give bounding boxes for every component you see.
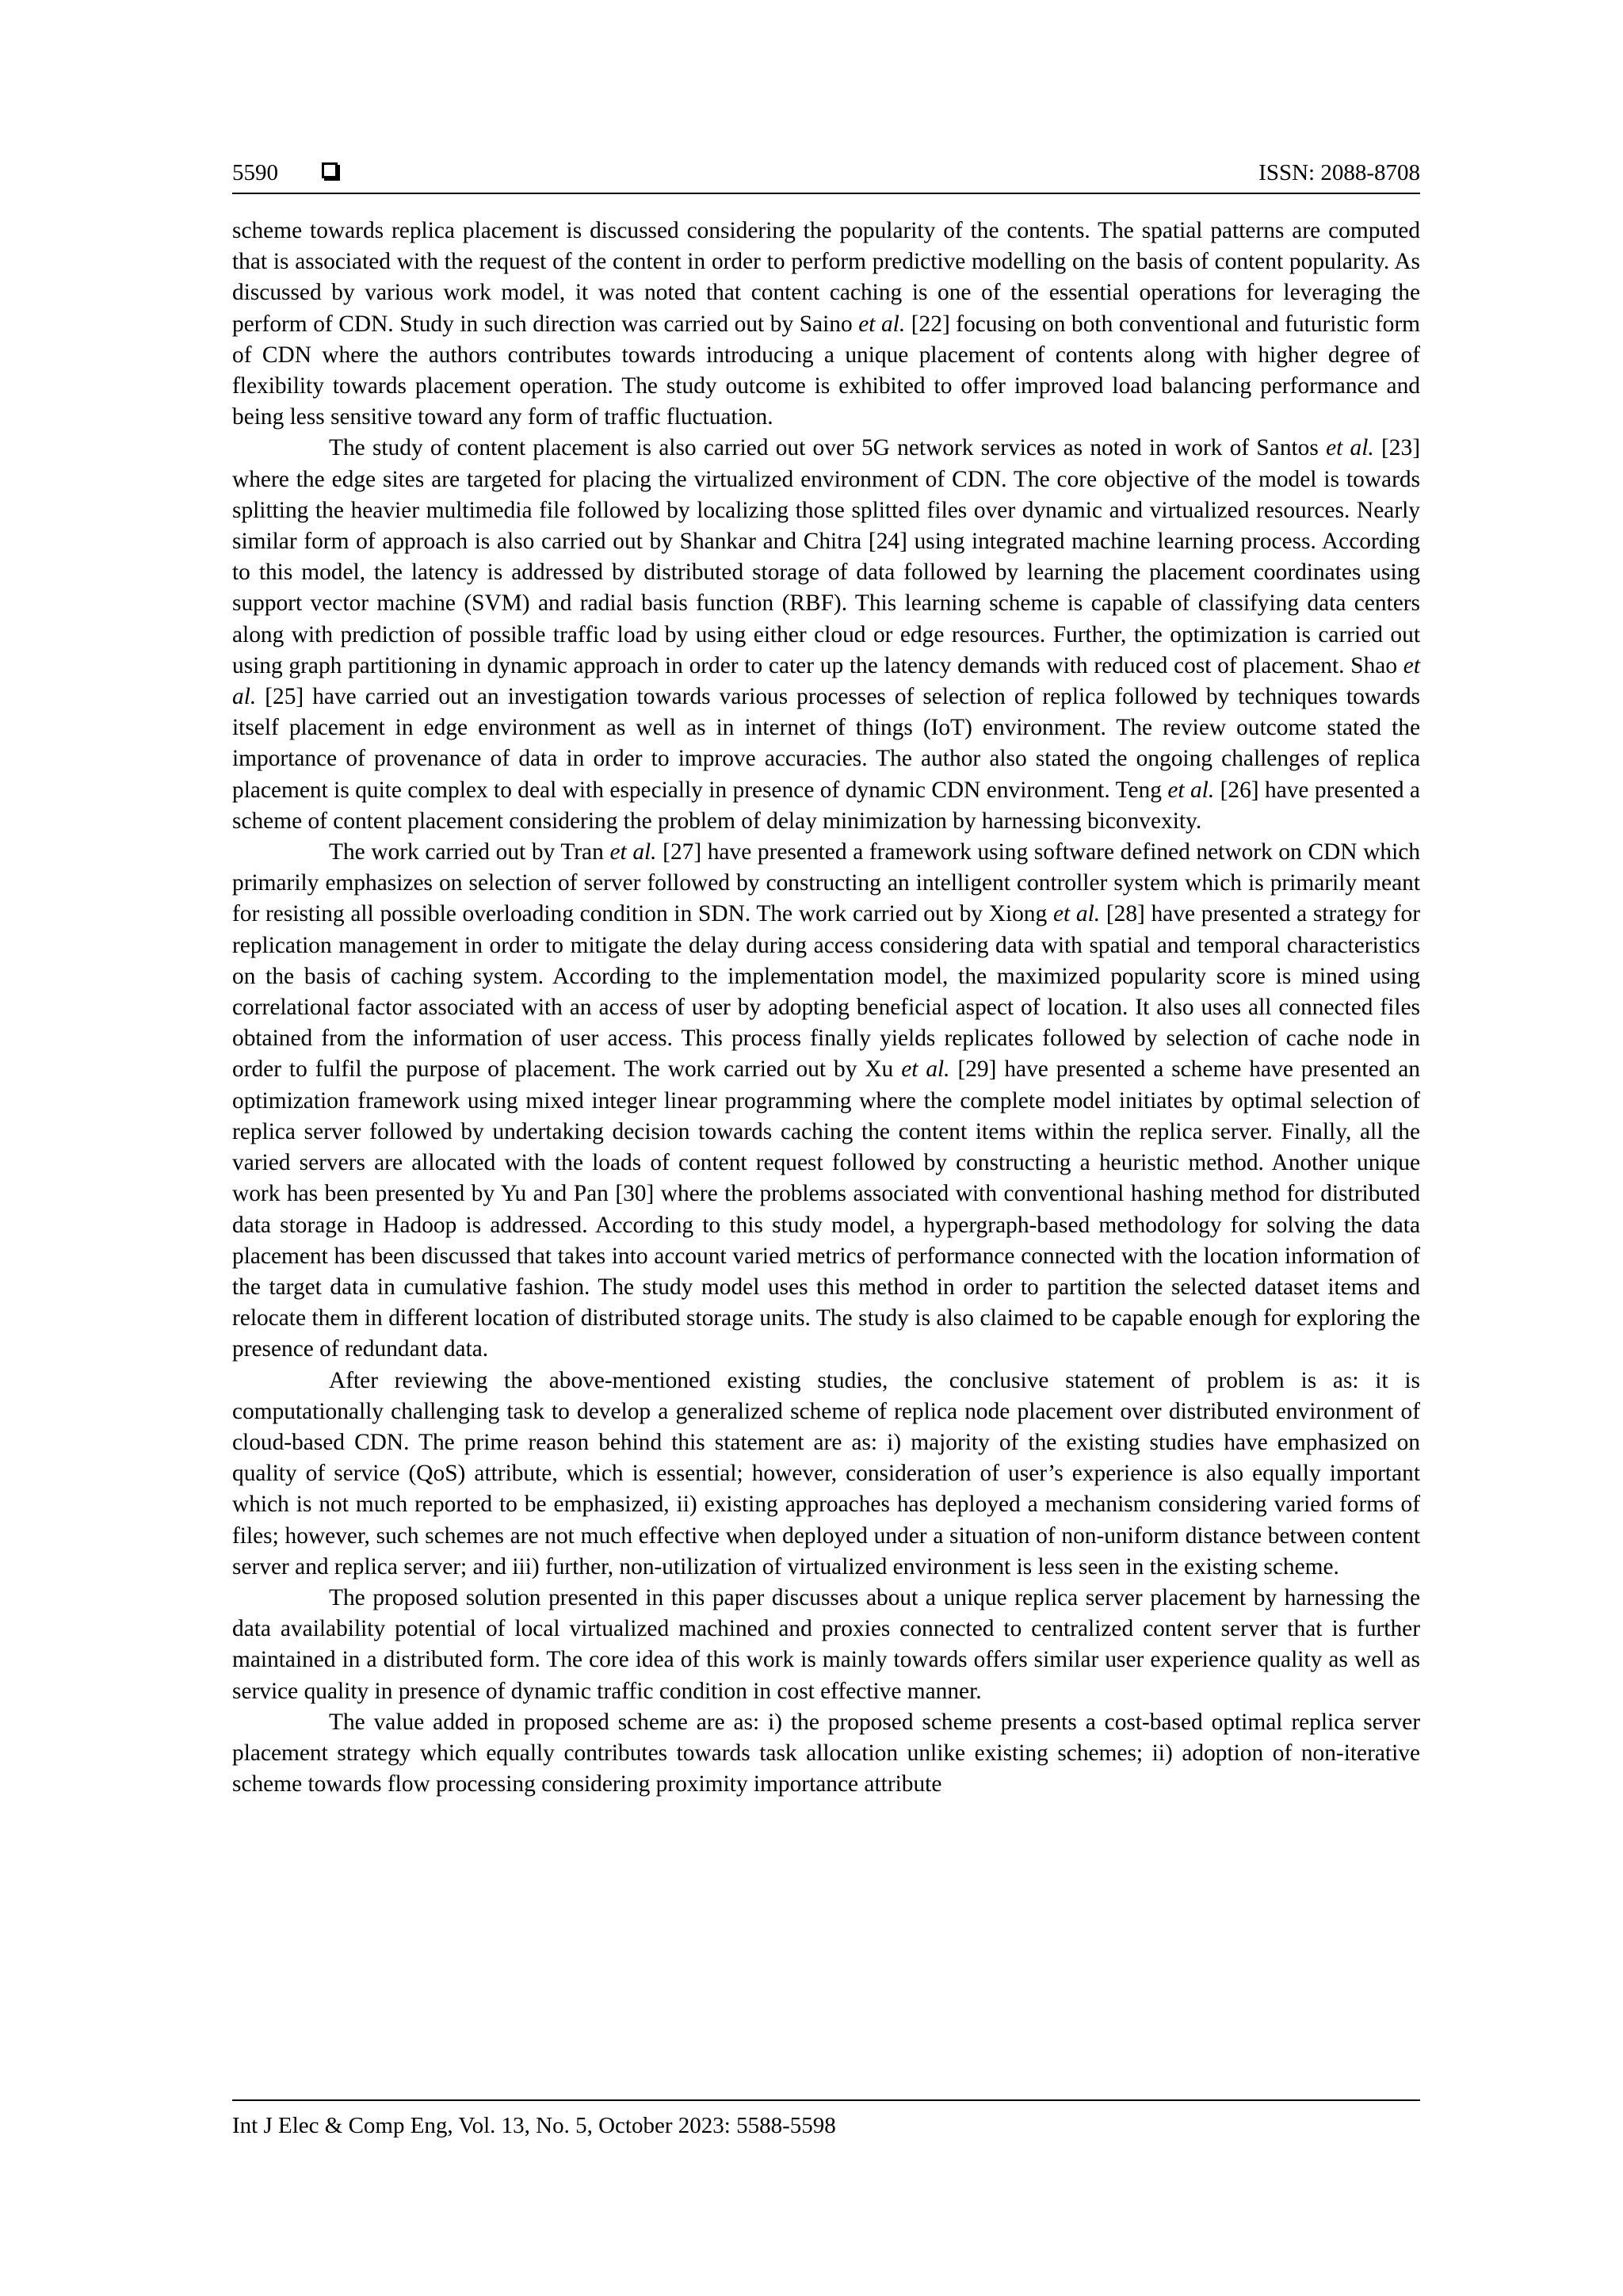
text-run: The study of content placement is also carried out over 5G network services as noted in work of Santos (329, 435, 1327, 461)
paragraph-6 (232, 1707, 1420, 1801)
text-run: [22] focusing on both conventional and futuristic form of CDN where the authors contributes towards introducing a unique placement of contents along with higher degree of flexibility towards placement operation. The study outcome is exhibited to offer improved load balancing performance and being less sensitive toward any form of traffic fluctuation. (232, 311, 1420, 430)
text-run: [28] have presented a strategy for replication management in order to mitigate the delay during access considering data with spatial and temporal characteristics on the basis of caching system. According to the implementation model, the maximized popularity score is mined using correlational factor associated with an access of user by adopting beneficial aspect of location. It also uses all connected files obtained from the information of user access. This process finally yields replicates followed by selection of cache node in order to fulfil the purpose of placement. The work carried out by Xu (232, 901, 1420, 1083)
journal-citation: Int J Elec & Comp Eng, Vol. 13, No. 5, October 2023: 5588-5598 (232, 2113, 836, 2138)
paragraph-4 (232, 1366, 1420, 1583)
article-body (232, 216, 1420, 1800)
text-run: [23] where the edge sites are targeted for placing the virtualized environment of CDN. The core objective of the model is towards splitting the heavier multimedia file followed by localizing those splitted files over dynamic and virtualized resources. Nearly similar form of approach is also carried out by Shankar and Chitra [24] using integrated machine learning process. According to this model, the latency is addressed by distributed storage of data followed by learning the placement coordinates using support vector machine (SVM) and radial basis function (RBF). This learning scheme is capable of classifying data centers along with prediction of possible traffic load by using either cloud or edge resources. Further, the optimization is carried out using graph partitioning in dynamic approach in order to cater up the latency demands with reduced cost of placement. Shao (232, 435, 1420, 678)
text-run: After reviewing the above-mentioned existing studies, the conclusive statement of problem is as: it is computationally challenging task to develop a generalized scheme of replica node placement over distributed environment of cloud-based CDN. The prime reason behind this statement are as: i) majority of the existing studies have emphasized on quality of service (QoS) attribute, which is essential; however, consideration of user’s experience is also equally important which is not much reported to be emphasized, ii) existing approaches has deployed a mechanism considering varied forms of files; however, such schemes are not much effective when deployed under a situation of non-uniform distance between content server and replica server; and iii) further, non-utilization of virtualized environment is less seen in the existing scheme. (232, 1367, 1420, 1580)
text-run: The proposed solution presented in this paper discusses about a unique replica server placement by harnessing the data availability potential of local virtualized machined and proxies connected to centralized content server that is further maintained in a distributed form. The core idea of this work is mainly towards offers similar user experience quality as well as service quality in presence of dynamic traffic condition in cost effective manner. (232, 1584, 1420, 1704)
paragraph-3 (232, 837, 1420, 1365)
text-run: scheme towards replica placement is discussed considering the popularity of the contents. The spatial patterns are computed that is associated with the request of the content in order to perform predictive modelling on the basis of content popularity. As discussed by various work model, it was noted that content caching is one of the essential operations for leveraging the perform of CDN. Study in such direction was carried out by Saino (232, 218, 1420, 337)
paragraph-2 (232, 433, 1420, 837)
text-run-italic: et al. (1167, 777, 1215, 803)
issn-label: ISSN: 2088-8708 (1258, 160, 1420, 185)
text-run-italic: et al. (901, 1056, 950, 1083)
text-run: The work carried out by Tran (329, 839, 610, 865)
text-run: [27] have presented a framework using software defined network on CDN which primarily emphasizes on selection of server followed by constructing an intelligent controller system which is primarily meant for resisting all possible overloading condition in SDN. The work carried out by Xiong (232, 839, 1420, 927)
paragraph-1 (232, 216, 1420, 433)
checkbox-square-icon (322, 162, 338, 178)
page-number: 5590 (232, 160, 278, 185)
text-run-italic: et al. (1326, 435, 1374, 461)
text-run-italic: et al. (858, 311, 906, 337)
header-divider (232, 193, 1420, 194)
text-run-italic: et al. (232, 652, 1420, 710)
page-header (232, 157, 1420, 195)
text-run-italic: et al. (1052, 901, 1101, 927)
text-run: [25] have carried out an investigation towards various processes of selection of replica followed by techniques towards itself placement in edge environment as well as in internet of things (IoT) environment. The review outcome stated the importance of provenance of data in order to improve accuracies. The author also stated the ongoing challenges of replica placement is quite complex to deal with especially in presence of dynamic CDN environment. Teng (232, 684, 1420, 803)
paragraph-5 (232, 1583, 1420, 1707)
text-run-italic: et al. (609, 839, 657, 865)
text-run: The value added in proposed scheme are as: i) the proposed scheme presents a cost-based optimal replica server placement strategy which equally contributes towards task allocation unlike existing schemes; ii) adoption of non-iterative scheme towards flow processing considering proximity importance attribute (232, 1709, 1420, 1797)
footer-divider (232, 2099, 1420, 2101)
text-run: [29] have presented a scheme have presented an optimization framework using mixed integer linear programming where the complete model initiates by optimal selection of replica server followed by undertaking decision towards caching the content items within the replica server. Finally, all the varied servers are allocated with the loads of content request followed by constructing a heuristic method. Another unique work has been presented by Yu and Pan [30] where the problems associated with conventional hashing method for distributed data storage in Hadoop is addressed. According to this study model, a hypergraph-based methodology for solving the data placement has been discussed that takes into account varied metrics of performance connected with the location information of the target data in cumulative fashion. The study model uses this method in order to partition the selected dataset items and relocate them in different location of distributed storage units. The study is also claimed to be capable enough for exploring the presence of redundant data. (232, 1056, 1420, 1362)
text-run: [26] have presented a scheme of content placement considering the problem of delay minimization by harnessing biconvexity. (232, 777, 1420, 834)
